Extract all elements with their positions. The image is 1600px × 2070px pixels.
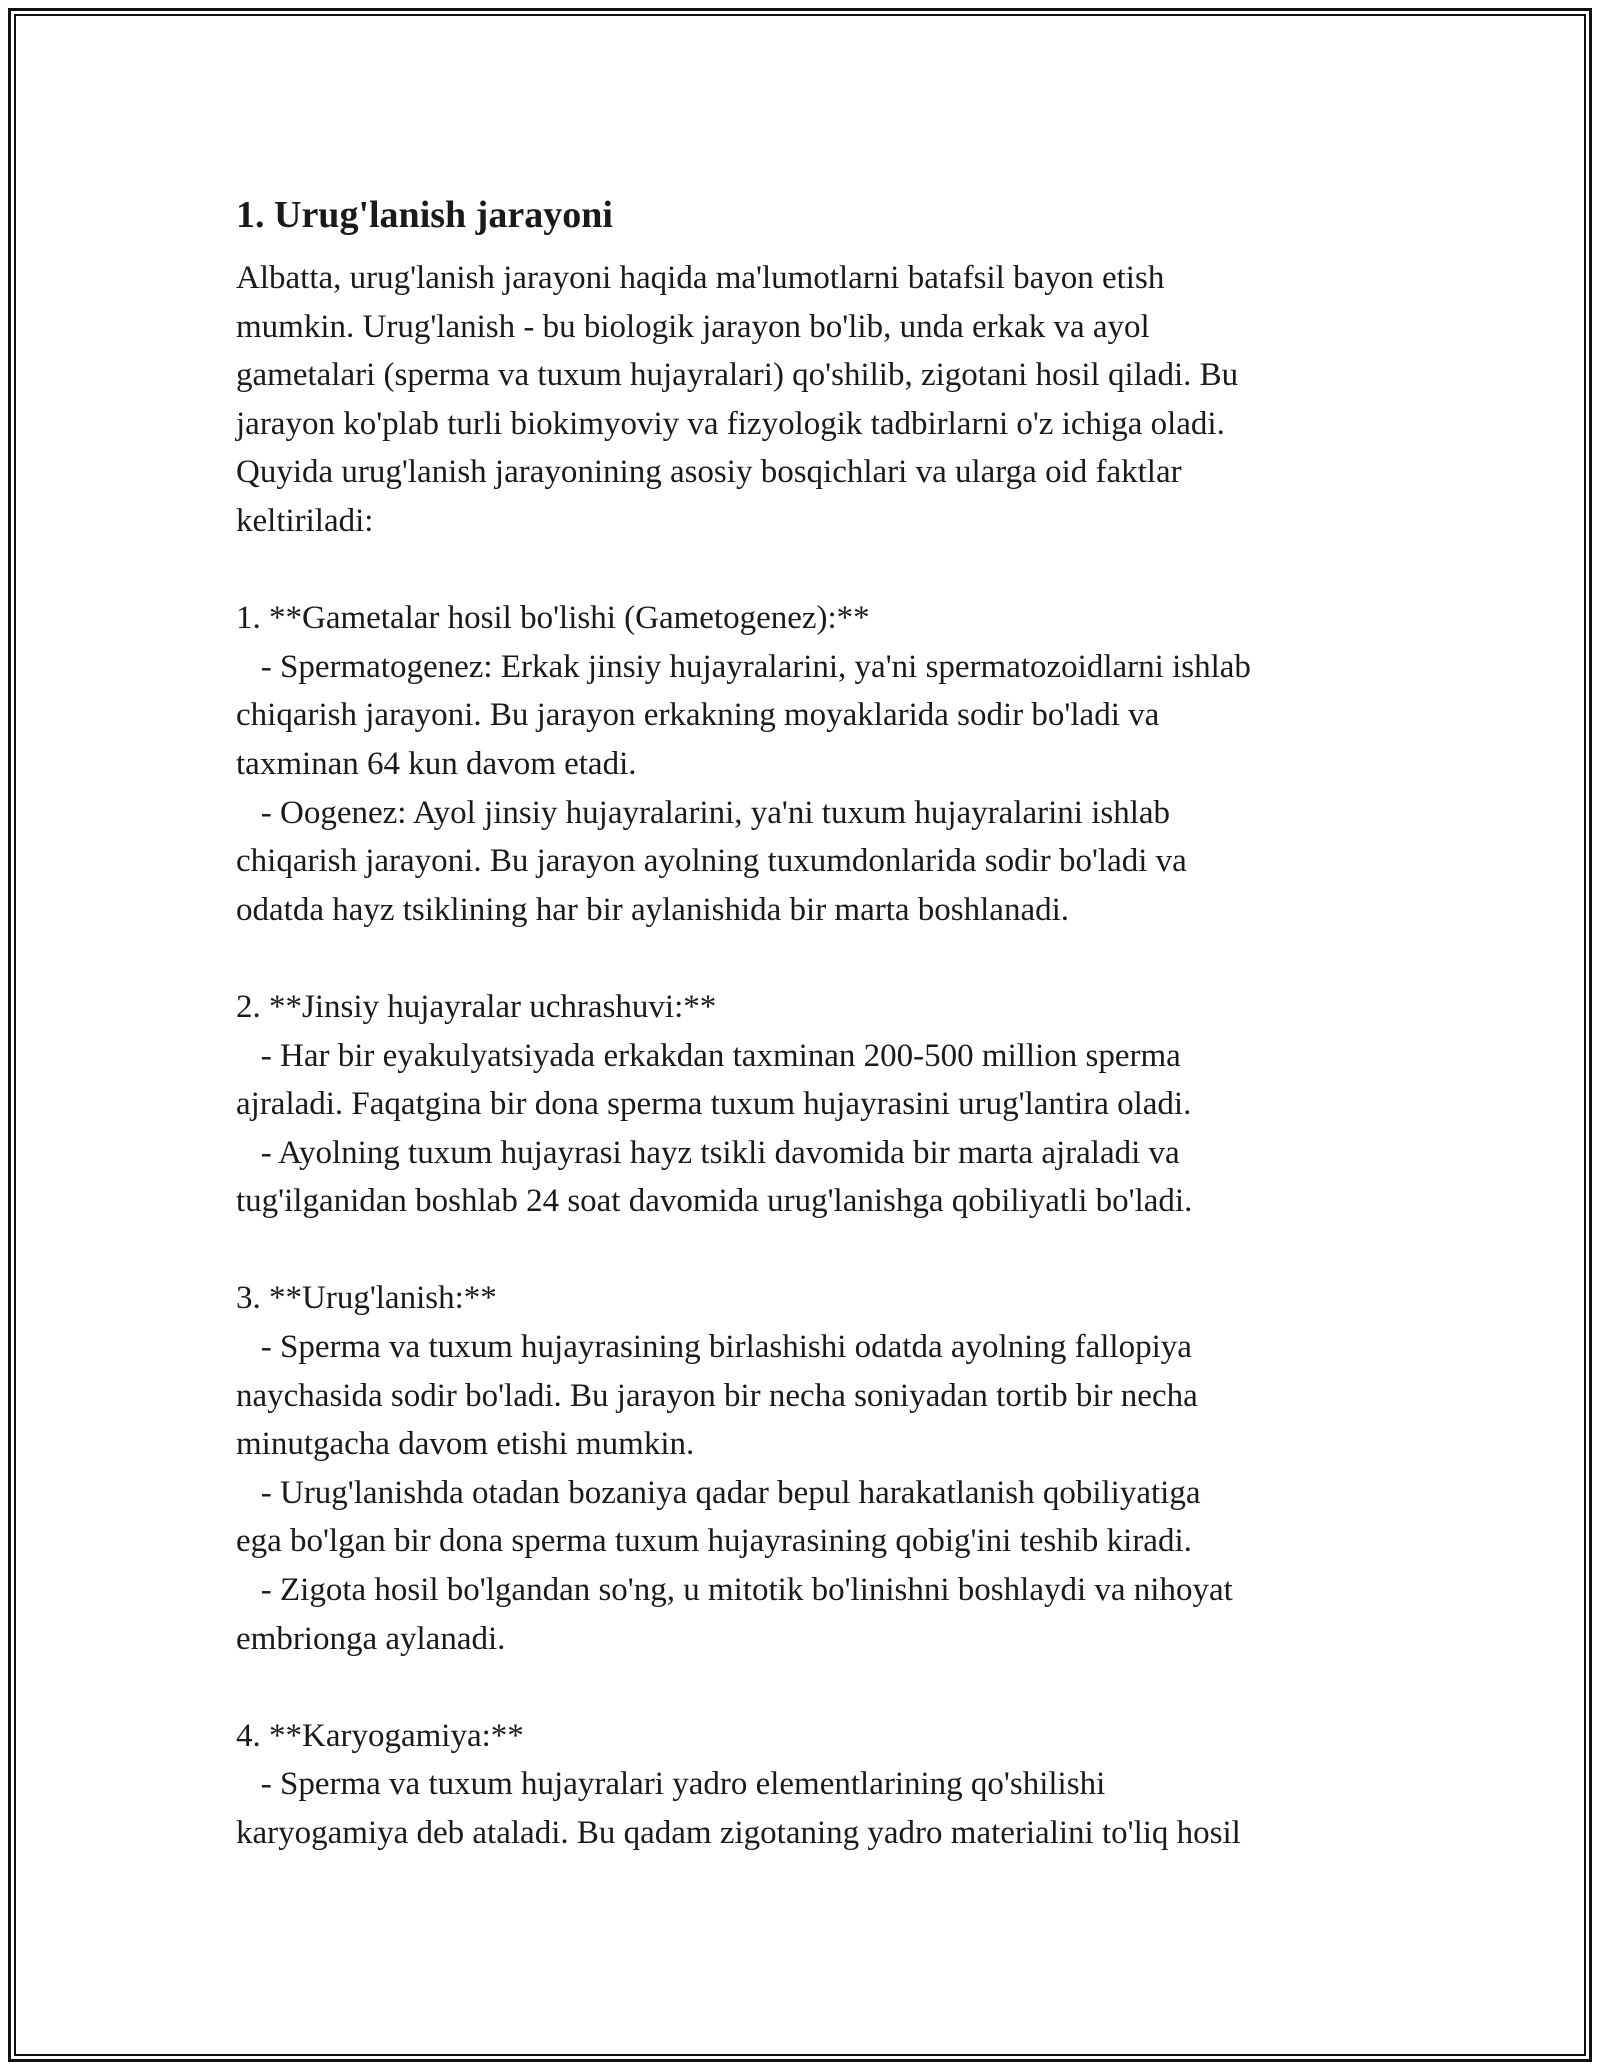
- text-line: gametalari (sperma va tuxum hujayralari) qo'shilib, zigotani hosil qiladi. Bu: [236, 357, 1239, 394]
- text-line: Albatta, urug'lanish jarayoni haqida ma'lumotlarni batafsil bayon etish: [236, 260, 1165, 296]
- text-line: Quyida urug'lanish jarayonining asosiy bosqichlari va ularga oid faktlar: [236, 454, 1182, 491]
- text-line: tug'ilganidan boshlab 24 soat davomida urug'lanishga qobiliyatli bo'ladi.: [236, 1183, 1193, 1220]
- text-line: 2. **Jinsiy hujayralar uchrashuvi:**: [236, 988, 717, 1025]
- document-text: [236, 254, 1386, 1858]
- text-line: mumkin. Urug'lanish - bu biologik jarayon bo'lib, unda erkak va ayol: [236, 308, 1150, 345]
- text-line: 1. **Gametalar hosil bo'lishi (Gametogenez):**: [236, 600, 870, 637]
- blank-line: [236, 546, 1386, 595]
- blank-line: [236, 1226, 1386, 1275]
- text-line: jarayon ko'plab turli biokimyoviy va fizyologik tadbirlarni o'z ichiga oladi.: [236, 405, 1225, 442]
- text-line: ajraladi. Faqatgina bir dona sperma tuxum hujayrasini urug'lantira oladi.: [236, 1086, 1192, 1123]
- text-line: ega bo'lgan bir dona sperma tuxum hujayrasining qobig'ini teshib kiradi.: [236, 1523, 1192, 1560]
- text-line: 4. **Karyogamiya:**: [236, 1717, 524, 1754]
- section-heading: 1. Urug'lanish jarayoni: [236, 194, 613, 236]
- text-line: keltiriladi:: [236, 502, 374, 539]
- text-line: - Oogenez: Ayol jinsiy hujayralarini, ya'ni tuxum hujayralarini ishlab: [236, 794, 1171, 831]
- text-line: chiqarish jarayoni. Bu jarayon erkakning moyaklarida sodir bo'ladi va: [236, 697, 1160, 734]
- blank-line: [236, 1663, 1386, 1712]
- document-body: [236, 190, 1386, 1858]
- text-line: - Sperma va tuxum hujayrasining birlashishi odatda ayolning fallopiya: [236, 1329, 1192, 1366]
- text-line: chiqarish jarayoni. Bu jarayon ayolning tuxumdonlarida sodir bo'ladi va: [236, 843, 1187, 880]
- text-line: - Spermatogenez: Erkak jinsiy hujayralarini, ya'ni spermatozoidlarni ishlab: [236, 648, 1251, 685]
- text-line: taxminan 64 kun davom etadi.: [236, 745, 637, 782]
- text-line: - Sperma va tuxum hujayralari yadro elementlarining qo'shilishi: [236, 1766, 1106, 1803]
- blank-line: [236, 934, 1386, 983]
- text-line: embrionga aylanadi.: [236, 1620, 506, 1657]
- text-line: karyogamiya deb ataladi. Bu qadam zigotaning yadro materialini to'liq hosil: [236, 1815, 1241, 1851]
- text-line: naychasida sodir bo'ladi. Bu jarayon bir necha soniyadan tortib bir necha: [236, 1377, 1198, 1414]
- text-line: - Har bir eyakulyatsiyada erkakdan taxminan 200-500 million sperma: [236, 1037, 1181, 1074]
- text-line: minutgacha davom etishi mumkin.: [236, 1426, 695, 1463]
- text-line: - Urug'lanishda otadan bozaniya qadar bepul harakatlanish qobiliyatiga: [236, 1474, 1201, 1511]
- text-line: - Ayolning tuxum hujayrasi hayz tsikli davomida bir marta ajraladi va: [236, 1134, 1180, 1171]
- text-line: odatda hayz tsiklining har bir aylanishida bir marta boshlanadi.: [236, 891, 1070, 928]
- text-line: - Zigota hosil bo'lgandan so'ng, u mitotik bo'linishni boshlaydi va nihoyat: [236, 1572, 1233, 1609]
- text-line: 3. **Urug'lanish:**: [236, 1280, 497, 1317]
